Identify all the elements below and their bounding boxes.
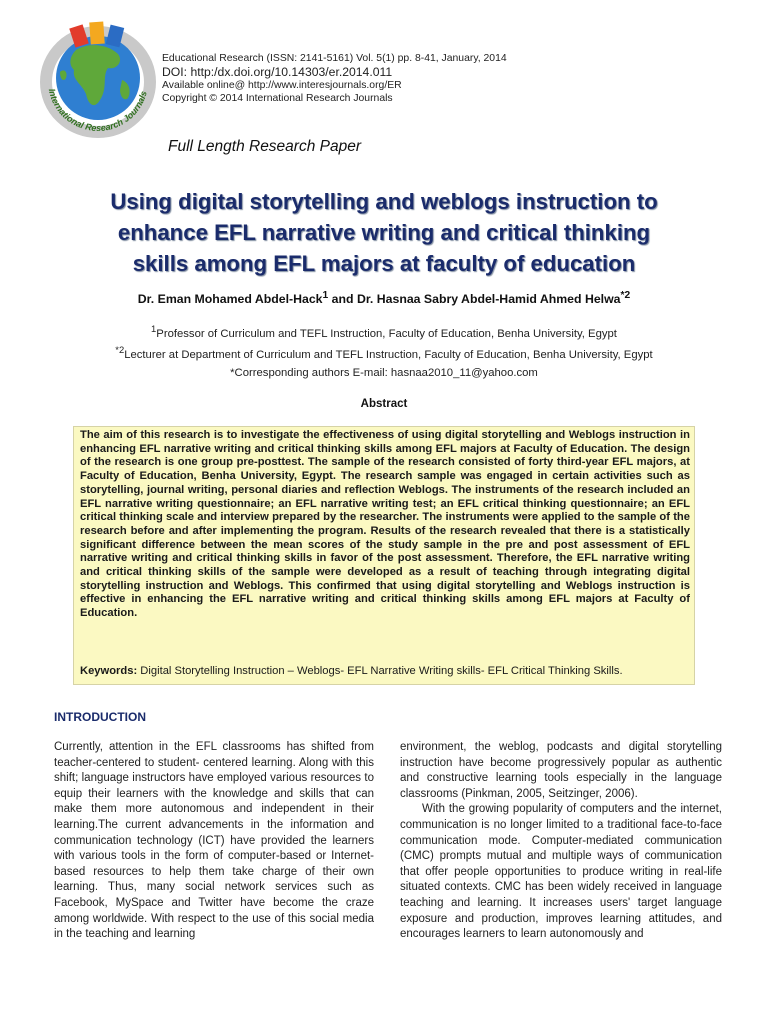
journal-logo <box>38 20 160 138</box>
affiliation-text: Professor of Curriculum and TEFL Instruction, Faculty of Education, Benha University, Egypt <box>156 327 617 340</box>
journal-line: Educational Research (ISSN: 2141-5161) Vol. 5(1) pp. 8-41, January, 2014 <box>162 53 507 64</box>
affiliation-sup: 1 <box>151 323 157 334</box>
title-line: enhance EFL narrative writing and critical thinking <box>117 220 651 245</box>
logo-ring-text: International Research Journals <box>46 87 149 134</box>
affiliation-text: Lecturer at Department of Curriculum and TEFL Instruction, Faculty of Education, Benha University, Egypt <box>124 348 653 361</box>
author-sup: 1 <box>322 290 329 301</box>
title-line: Using digital storytelling and weblogs instruction to <box>110 189 658 214</box>
author-name: Dr. Hasnaa Sabry Abdel-Hamid Ahmed Helwa <box>356 292 621 307</box>
corresponding-email: *Corresponding authors E-mail: hasnaa2010_11@yahoo.com <box>230 367 538 379</box>
body-column-right <box>400 740 722 943</box>
abstract-heading: Abstract <box>360 398 408 410</box>
author-sup: *2 <box>620 290 631 301</box>
copyright-line: Copyright © 2014 International Research Journals <box>162 93 393 104</box>
paper-type: Full Length Research Paper <box>168 138 362 155</box>
affiliation-sup: *2 <box>115 343 125 355</box>
introduction-heading: INTRODUCTION <box>54 710 146 724</box>
author-conjunction: and <box>328 292 357 307</box>
body-column-left <box>54 740 374 943</box>
keywords <box>80 665 690 677</box>
doi-line: DOI: http:/dx.doi.org/10.14303/er.2014.011 <box>162 65 393 79</box>
books-icon <box>69 22 124 48</box>
author-line <box>40 290 728 306</box>
publication-info <box>162 52 507 105</box>
paragraph: Currently, attention in the EFL classrooms has shifted from teacher-centered to student- centered learning. Along with this shift; language instructors have employed various resources to equip their learners with the knowledge and skills that can make them more autonomous and independent in their learning.The current advancements in the information and communication technology (ICT) have provided the learners with various tools in the form of computer-based or Internet-based resources to help them take charge of their own learning. Thus, many social network services such as Facebook, MySpace and Twitter have become the craze among worldwide. With respect to the use of this social media in the teaching and learning <box>54 741 374 941</box>
title-line: skills among EFL majors at faculty of education <box>132 251 636 276</box>
affiliation-line <box>40 342 728 363</box>
affiliations <box>40 321 728 363</box>
author-name: Dr. Eman Mohamed Abdel-Hack <box>137 292 323 307</box>
keywords-label: Keywords: <box>80 665 138 677</box>
abstract-box <box>73 426 695 685</box>
paper-title <box>40 186 728 279</box>
paragraph: With the growing popularity of computers and the internet, communication is no longer limited to a traditional face-to-face communication mode. Computer-mediated communication (CMC) prompts mutual and multiple ways of communication that offer people opportunities to produce writing in real-life situated contexts. CMC has been widely received in language teaching and learning. It increases users' target language exposure and production, improves learning attitudes, and encourages learners to learn autonomously and <box>400 803 722 941</box>
available-line: Available online@ http://www.interesjournals.org/ER <box>162 80 402 91</box>
affiliation-line <box>40 321 728 342</box>
paragraph: environment, the weblog, podcasts and digital storytelling instruction have become progressively popular as authentic and constructive learning tools especially in the language classrooms (Pinkman, 2005, Seitzinger, 2006). <box>400 741 722 800</box>
abstract-text: The aim of this research is to investigate the effectiveness of using digital storytelling and Weblogs instruction in enhancing EFL narrative writing and critical thinking skills among EFL majors at Faculty of Education. The design of the research is one group pre-posttest. The sample of the research consisted of forty third-year EFL majors, at Faculty of Education, Benha University, Egypt. The research sample was engaged in certain activities such as storytelling, journal writing, personal diaries and reflection Weblogs. The instruments of the research included an EFL narrative writing questionnaire; an EFL narrative writing test; an EFL critical thinking questionnaire; an EFL critical thinking scale and interview prepared by the researcher. The instruments were applied to the sample of the research before and after implementing the program. Results of the research revealed that there is a statistically significant difference between the mean scores of the study sample in the pre and post assessment of EFL narrative writing and critical thinking skills in favor of the post assessment. Therefore, the EFL narrative writing and critical thinking skills of the sample were developed as a result of teaching through integrating digital storytelling instruction and Weblogs. This confirmed that using digital storytelling and Weblogs instruction is effective in enhancing the EFL narrative writing and critical thinking skills among EFL majors at Faculty of Education. <box>80 429 690 620</box>
keywords-text: Digital Storytelling Instruction – Weblogs- EFL Narrative Writing skills- EFL Critical Thinking Skills. <box>137 665 623 677</box>
